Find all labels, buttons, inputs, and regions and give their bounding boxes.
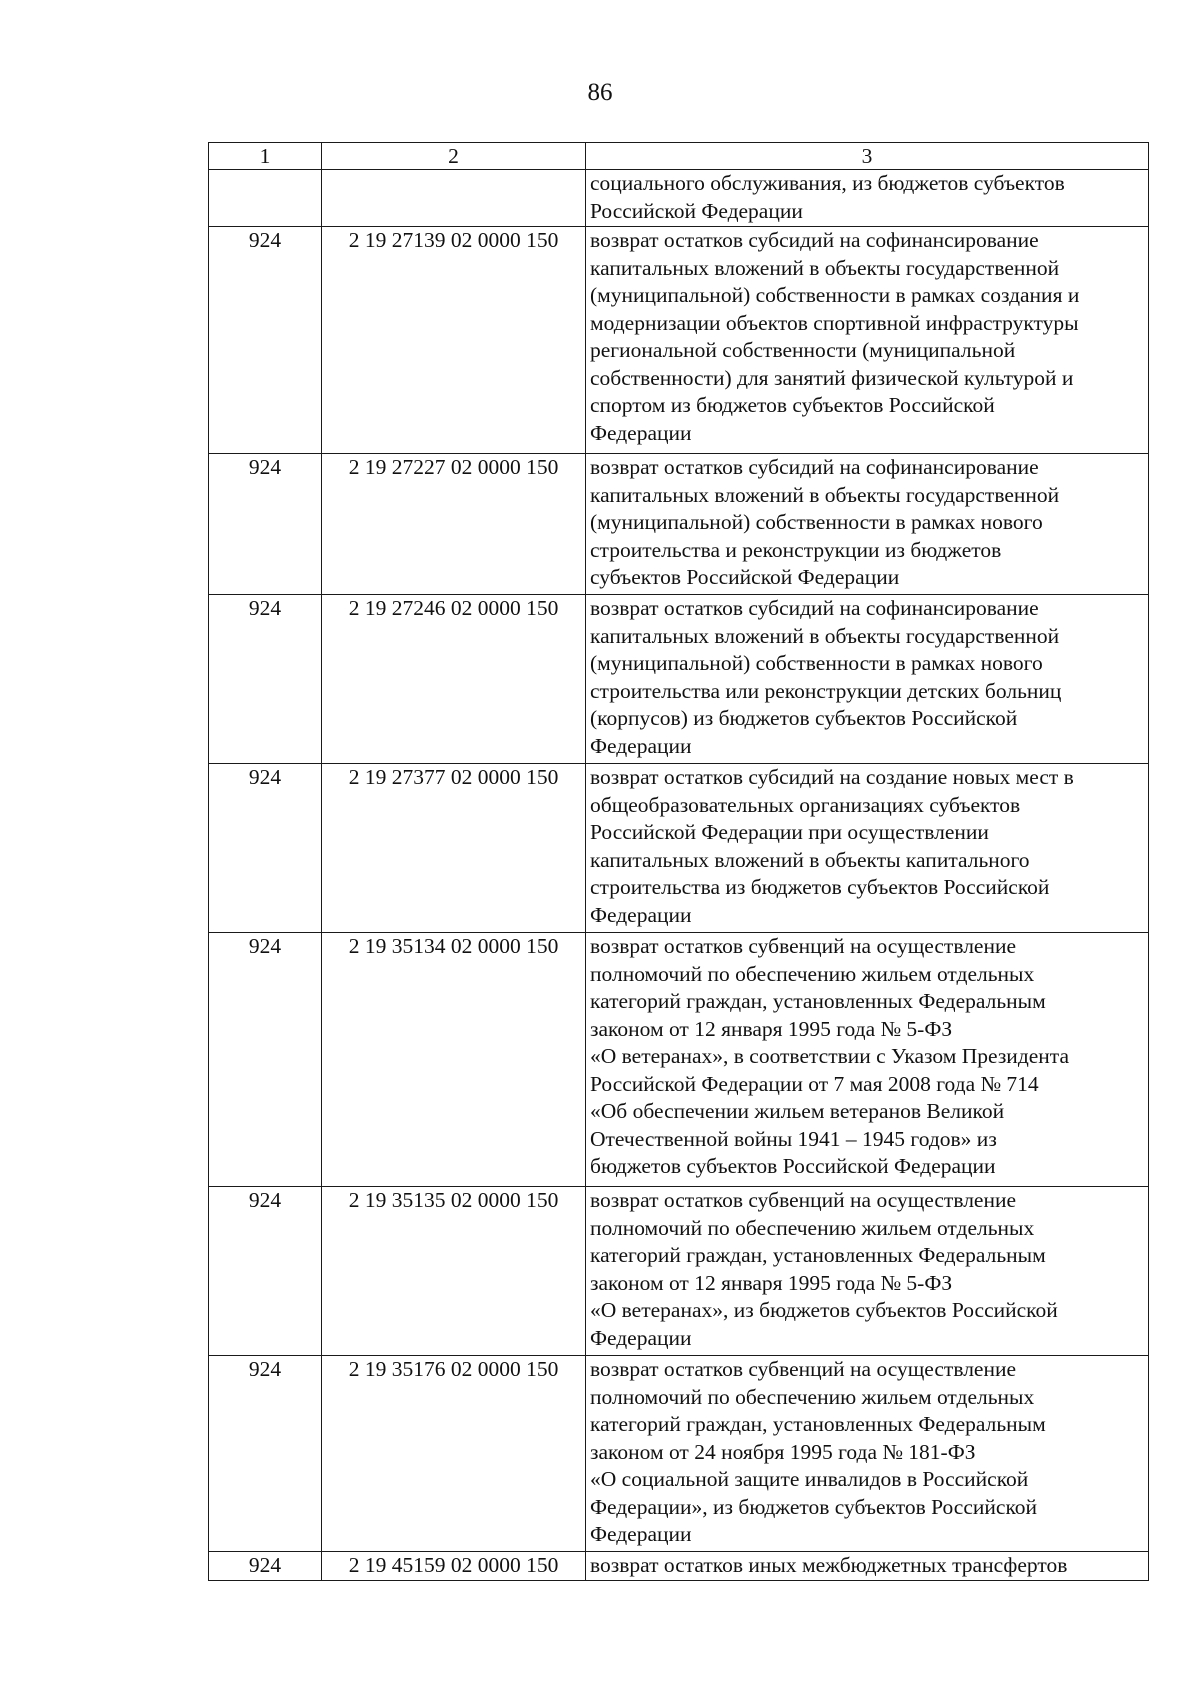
table-row-continuation <box>209 170 1149 227</box>
description-cell: возврат остатков субвенций на осуществление полномочий по обеспечению жильем отдельных категорий граждан, установленных Федеральным законом от 12 января 1995 года № 5-ФЗ «О ветеранах», из бюджетов субъектов Российской Федерации <box>586 1187 1149 1356</box>
description-cell: возврат остатков субвенций на осуществление полномочий по обеспечению жильем отдельных категорий граждан, установленных Федеральным законом от 24 ноября 1995 года № 181-ФЗ «О социальной защите инвалидов в Российской Федерации», из бюджетов субъектов Российской Федерации <box>586 1356 1149 1552</box>
table-row <box>209 227 1149 454</box>
column-header-1: 1 <box>209 143 322 170</box>
column-header-3: 3 <box>586 143 1149 170</box>
budget-code-cell: 2 19 27377 02 0000 150 <box>322 764 586 933</box>
budget-code-cell: 2 19 27246 02 0000 150 <box>322 595 586 764</box>
admin-code-cell <box>209 170 322 227</box>
admin-code-cell: 924 <box>209 454 322 595</box>
budget-code-cell: 2 19 35135 02 0000 150 <box>322 1187 586 1356</box>
table-row <box>209 454 1149 595</box>
table-row <box>209 595 1149 764</box>
description-cell: социального обслуживания, из бюджетов субъектов Российской Федерации <box>586 170 1149 227</box>
budget-code-cell <box>322 170 586 227</box>
budget-code-cell: 2 19 27139 02 0000 150 <box>322 227 586 454</box>
table-row <box>209 1187 1149 1356</box>
page-number: 86 <box>587 79 613 106</box>
budget-code-cell: 2 19 45159 02 0000 150 <box>322 1552 586 1581</box>
budget-code-cell: 2 19 35134 02 0000 150 <box>322 933 586 1187</box>
description-cell: возврат остатков субсидий на софинансирование капитальных вложений в объекты государственной (муниципальной) собственности в рамках нового строительства или реконструкции детских больниц (корпусов) из бюджетов субъектов Российской Федерации <box>586 595 1149 764</box>
admin-code-cell: 924 <box>209 227 322 454</box>
budget-codes-table <box>208 142 1149 1581</box>
table-row <box>209 1552 1149 1581</box>
table-header-row <box>209 143 1149 170</box>
description-cell: возврат остатков субсидий на софинансирование капитальных вложений в объекты государственной (муниципальной) собственности в рамках нового строительства и реконструкции из бюджетов субъектов Российской Федерации <box>586 454 1149 595</box>
admin-code-cell: 924 <box>209 764 322 933</box>
description-cell: возврат остатков иных межбюджетных трансфертов <box>586 1552 1149 1581</box>
admin-code-cell: 924 <box>209 1187 322 1356</box>
table-row <box>209 1356 1149 1552</box>
table-row <box>209 764 1149 933</box>
column-header-2: 2 <box>322 143 586 170</box>
admin-code-cell: 924 <box>209 595 322 764</box>
admin-code-cell: 924 <box>209 1356 322 1552</box>
admin-code-cell: 924 <box>209 933 322 1187</box>
budget-code-cell: 2 19 27227 02 0000 150 <box>322 454 586 595</box>
description-cell: возврат остатков субвенций на осуществление полномочий по обеспечению жильем отдельных категорий граждан, установленных Федеральным законом от 12 января 1995 года № 5-ФЗ «О ветеранах», в соответствии с Указом Президента Российской Федерации от 7 мая 2008 года № 714 «Об обеспечении жильем ветеранов Великой Отечественной войны 1941 – 1945 годов» из бюджетов субъектов Российской Федерации <box>586 933 1149 1187</box>
description-cell: возврат остатков субсидий на создание новых мест в общеобразовательных организациях субъектов Российской Федерации при осуществлении капитальных вложений в объекты капитального строительства из бюджетов субъектов Российской Федерации <box>586 764 1149 933</box>
table-row <box>209 933 1149 1187</box>
description-cell: возврат остатков субсидий на софинансирование капитальных вложений в объекты государственной (муниципальной) собственности в рамках создания и модернизации объектов спортивной инфраструктуры региональной собственности (муниципальной собственности) для занятий физической культурой и спортом из бюджетов субъектов Российской Федерации <box>586 227 1149 454</box>
budget-code-cell: 2 19 35176 02 0000 150 <box>322 1356 586 1552</box>
admin-code-cell: 924 <box>209 1552 322 1581</box>
